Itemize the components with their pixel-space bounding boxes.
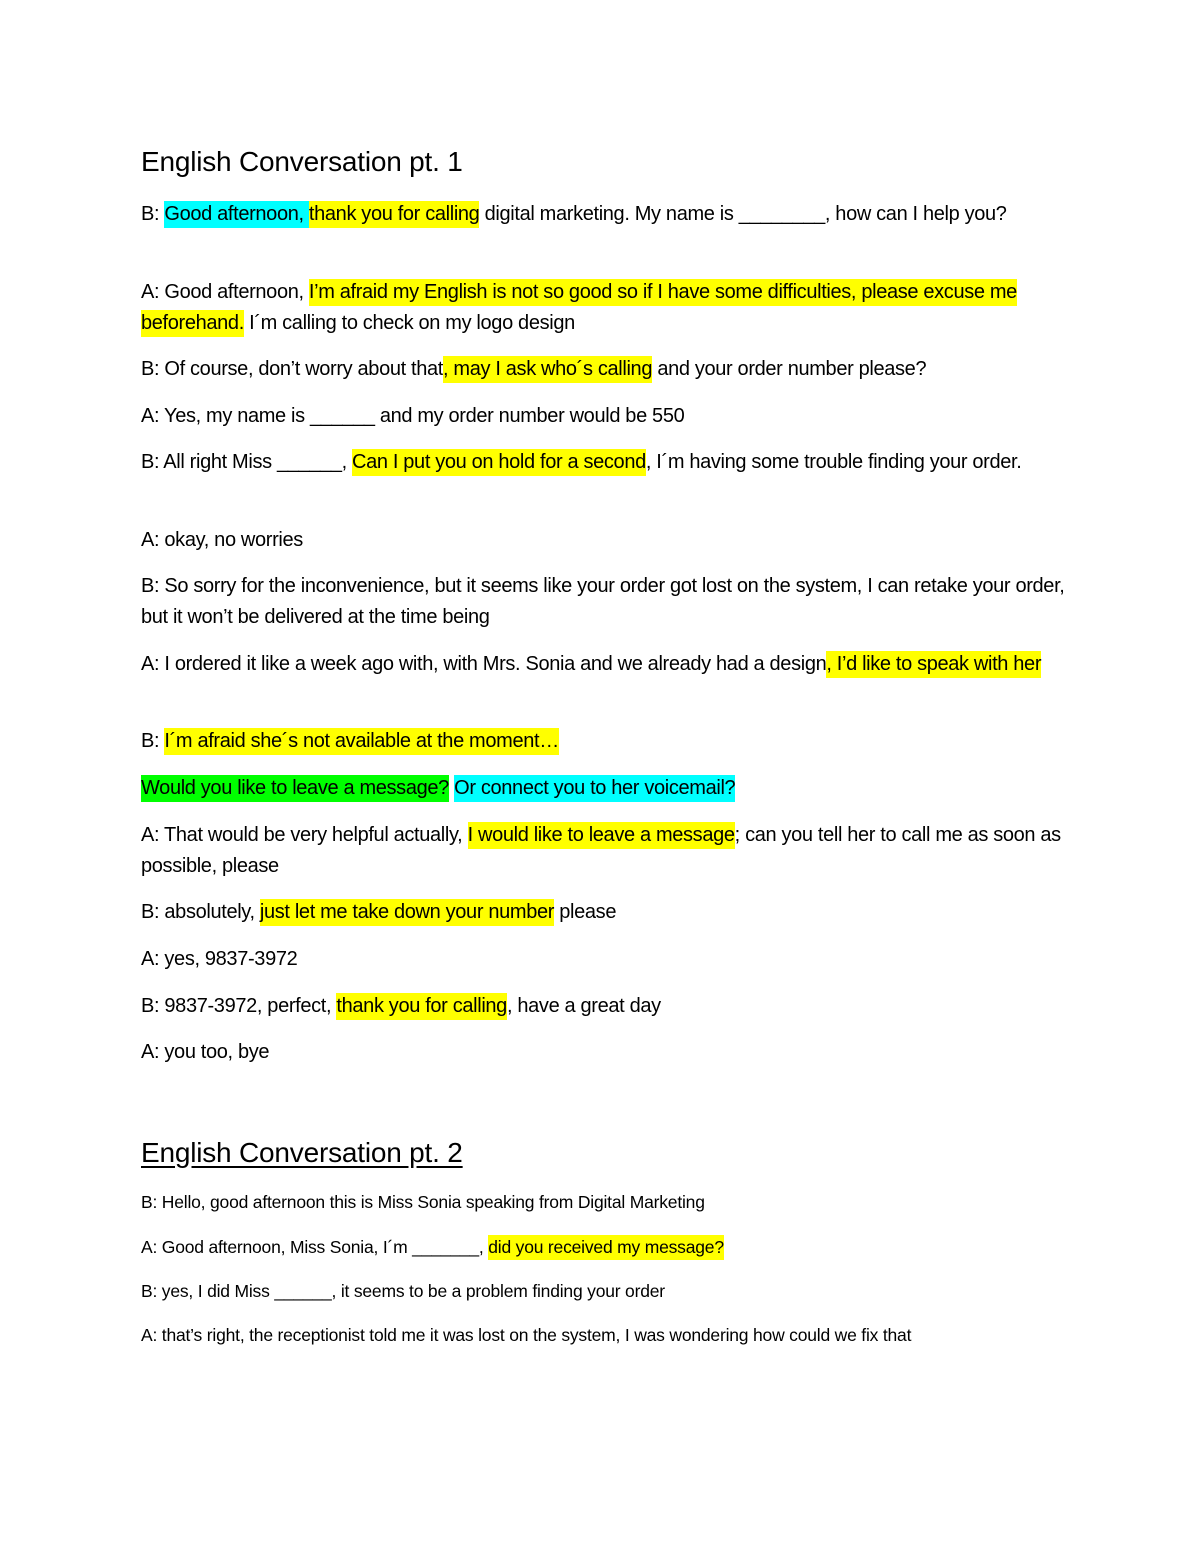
green-highlight: Would you like to leave a message?: [141, 775, 449, 802]
part1-line: [141, 726, 1066, 757]
text-run: and your order number please?: [652, 358, 927, 380]
yellow-highlight: I would like to leave a message: [468, 822, 735, 849]
text-run: I´m calling to check on my logo design: [243, 312, 575, 334]
part1-line: [141, 354, 1066, 385]
part1-line: [141, 401, 1066, 432]
yellow-highlight: did you received my message?: [488, 1235, 724, 1260]
yellow-highlight: thank you for calling: [336, 993, 507, 1020]
text-run: B:: [141, 730, 165, 752]
part1-line: [141, 571, 1066, 633]
text-run: ; can you tell her to call me as soon as possible, please: [141, 824, 1061, 877]
text-run: B: yes, I did Miss ______, it seems to be a problem finding your order: [141, 1281, 665, 1301]
text-run: B: All right Miss ______,: [141, 451, 353, 473]
part1-line: [141, 447, 1066, 478]
yellow-highlight: , I’d like to speak with her: [826, 651, 1041, 678]
text-run: A: That would be very helpful actually,: [141, 824, 468, 846]
part2-line: [141, 1189, 1071, 1215]
text-run: B: Hello, good afternoon this is Miss Sonia speaking from Digital Marketing: [141, 1192, 705, 1212]
text-run: please: [554, 901, 617, 923]
part2-line: [141, 1234, 1071, 1260]
text-run: A: yes, 9837-3972: [141, 948, 298, 970]
part2-title: English Conversation pt. 2: [141, 1137, 463, 1168]
part1-title: English Conversation pt. 1: [141, 146, 463, 177]
part1-line: [141, 773, 1066, 804]
text-run: B: So sorry for the inconvenience, but it seems like your order got lost on the system, I can retake your order, but it won’t be delivered at the time being: [141, 575, 1065, 628]
part1-line: [141, 820, 1066, 882]
part1-line: [141, 199, 1066, 230]
part1-line: [141, 991, 1066, 1022]
yellow-highlight: I’m afraid my English is not so good so if I have some difficulties, please excuse me beforehand.: [141, 279, 1017, 337]
part2-line: [141, 1278, 1071, 1304]
part1-line: [141, 525, 1066, 556]
text-run: digital marketing. My name is ________, how can I help you?: [479, 203, 1007, 225]
part1-line: [141, 1037, 1066, 1068]
text-run: A: okay, no worries: [141, 529, 303, 551]
yellow-highlight: Can I put you on hold for a second: [352, 449, 646, 476]
text-run: B:: [141, 203, 165, 225]
text-run: A: that’s right, the receptionist told me it was lost on the system, I was wondering how could we fix that: [141, 1325, 912, 1345]
text-run: B: Of course, don’t worry about that: [141, 358, 443, 380]
text-run: A: Good afternoon, Miss Sonia, I´m _______,: [141, 1237, 489, 1257]
cyan-highlight: Or connect you to her voicemail?: [454, 775, 735, 802]
text-run: A: Yes, my name is ______ and my order number would be 550: [141, 405, 685, 427]
text-run: B: 9837-3972, perfect,: [141, 995, 337, 1017]
yellow-highlight: just let me take down your number: [260, 899, 554, 926]
text-run: A: you too, bye: [141, 1041, 270, 1063]
text-run: A: Good afternoon,: [141, 281, 309, 303]
text-run: B: absolutely,: [141, 901, 260, 923]
yellow-highlight: , may I ask who´s calling: [443, 356, 652, 383]
part2-line: [141, 1322, 1071, 1348]
text-run: , I´m having some trouble finding your order.: [645, 451, 1022, 473]
part1-line: [141, 649, 1066, 680]
part1-line: [141, 944, 1066, 975]
part1-line: [141, 897, 1066, 928]
yellow-highlight: I´m afraid she´s not available at the moment…: [164, 728, 558, 755]
yellow-highlight: thank you for calling: [309, 201, 480, 228]
text-run: , have a great day: [506, 995, 661, 1017]
part1-line: [141, 277, 1066, 339]
cyan-highlight: Good afternoon,: [164, 201, 309, 228]
text-run: A: I ordered it like a week ago with, with Mrs. Sonia and we already had a design: [141, 653, 827, 675]
